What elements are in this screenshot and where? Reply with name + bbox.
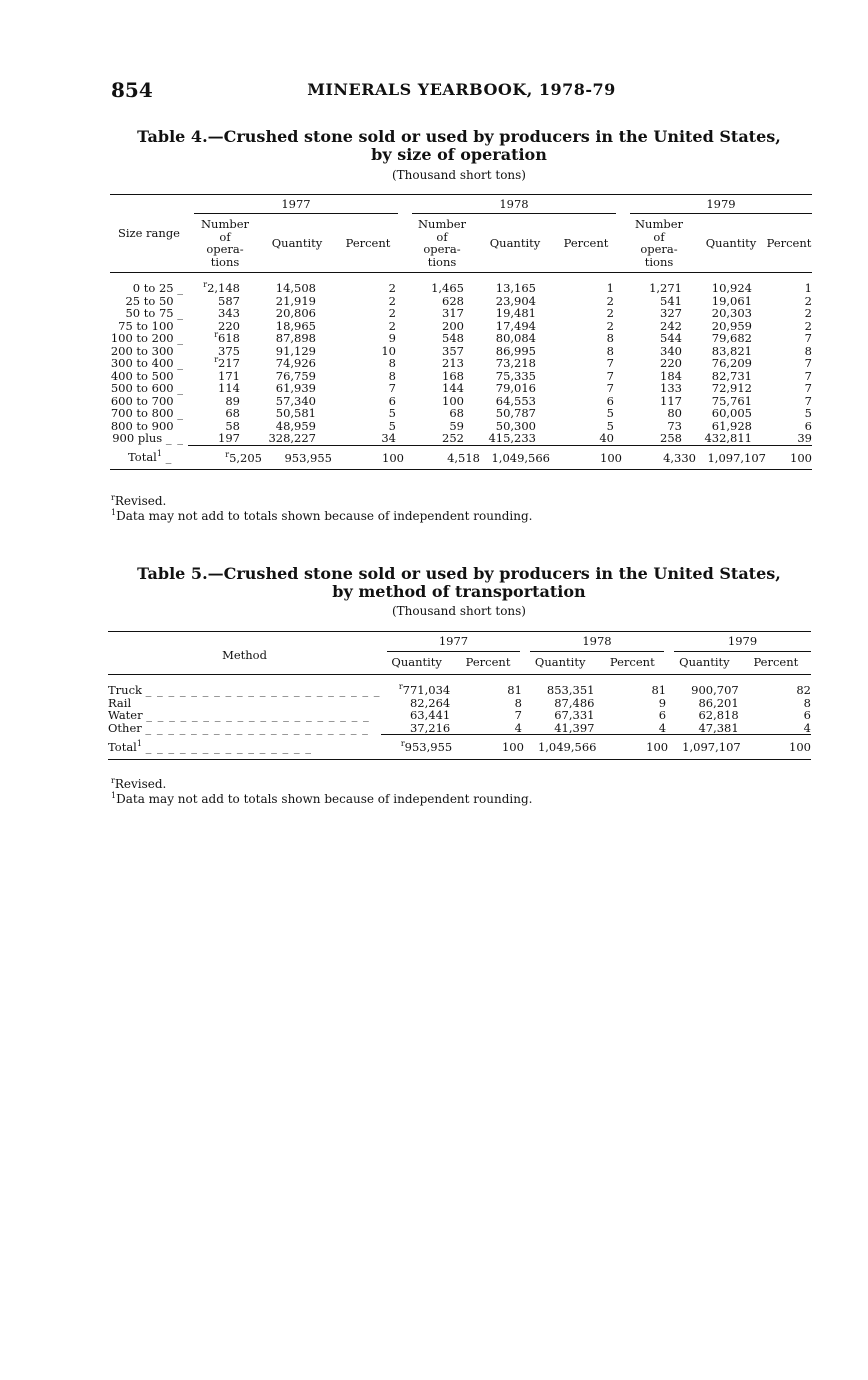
table4-ops-1978: 1,465 <box>431 281 464 295</box>
table4-pct-1978: 7 <box>606 368 614 383</box>
table5 <box>108 631 811 760</box>
table5-method-label: Rail <box>108 696 132 709</box>
table4-pct-1977: 2 <box>388 293 396 308</box>
table4-qty-1978: 64,553 <box>495 393 536 408</box>
table4-qty-1977: 50,581 <box>275 406 316 420</box>
table4-size-range-label: 25 to 50 <box>125 294 174 307</box>
table4-qty-1979: 61,928 <box>711 418 752 433</box>
revised-mark: r <box>398 682 403 692</box>
table4-ops-1979: 73 <box>667 418 682 433</box>
table5-qty-1978: 67,331 <box>554 708 595 722</box>
table4-size-range-cell <box>110 432 188 445</box>
leader-dots: _ _ _ _ _ _ _ _ _ _ _ _ _ _ _ <box>145 739 313 754</box>
table4-percent-header: Percent <box>550 215 622 273</box>
table4-size-range-header: Size range <box>117 226 180 241</box>
table4-corner <box>110 195 188 273</box>
table4-qty-1977: 57,340 <box>275 393 316 408</box>
table4-qty-1978: 415,233 <box>480 432 550 445</box>
table4-percent-header: Percent <box>332 215 404 273</box>
table4-percent-header: Percent <box>766 215 812 273</box>
table4-unit: (Thousand short tons) <box>391 168 526 182</box>
leader-dots: _ _ <box>165 432 184 445</box>
table4-qty-1977: 14,508 <box>275 281 316 295</box>
table4-qty-1979: 432,811 <box>696 432 766 445</box>
table4-num-ops-header-line: tions <box>210 254 240 269</box>
table4-qty-1978: 50,787 <box>495 406 536 420</box>
table4-qty-1977: 328,227 <box>262 432 332 445</box>
table5-qty-1977 <box>381 722 452 735</box>
table5-pct-1977: 100 <box>452 735 524 760</box>
table4-qty-1978: 23,904 <box>495 293 536 308</box>
table4-pct-1977: 2 <box>388 318 396 333</box>
table4-size-range-label: 0 to 25 <box>132 282 174 295</box>
leader-dots: _ <box>177 319 184 332</box>
table4-pct-1978: 5 <box>606 418 614 433</box>
leader-dots: _ _ _ _ _ _ _ _ _ _ _ _ _ _ _ _ _ _ _ _ <box>145 721 369 735</box>
table-row <box>110 332 812 345</box>
table4-pct-1979: 7 <box>804 381 812 395</box>
table5-quantity-header: Quantity <box>668 652 741 675</box>
table-row <box>108 684 811 697</box>
table4-size-range-cell <box>110 345 188 358</box>
table5-qty-1978: 41,397 <box>524 722 597 735</box>
table5-percent-header: Percent <box>741 652 811 675</box>
table4-pct-1978: 1 <box>606 281 614 295</box>
table4-ops-1979: 4,330 <box>622 445 696 470</box>
table4-ops-1979: 1,271 <box>649 281 682 295</box>
table4-size-range-label: 200 to 300 <box>110 344 174 357</box>
table4-ops-1977 <box>188 432 262 445</box>
table5-pct-1977: 8 <box>514 695 522 710</box>
table4-ops-1979: 327 <box>660 306 682 320</box>
table4-pct-1979: 7 <box>804 368 812 383</box>
table5-pct-1978: 9 <box>658 695 667 710</box>
table4-qty-1978: 80,084 <box>495 331 536 345</box>
leader-dots: _ <box>177 382 184 395</box>
table4-quantity-header: Quantity <box>480 215 550 273</box>
table4-pct-1978: 2 <box>606 293 614 308</box>
table4-pct-1978: 7 <box>606 381 614 395</box>
table4-pct-1978: 8 <box>606 343 614 358</box>
table-row <box>110 382 812 395</box>
value: 343 <box>218 306 240 320</box>
table4-title <box>0 128 868 164</box>
table4-ops-1978: 317 <box>442 306 464 320</box>
table5-pct-1978: 100 <box>596 735 668 760</box>
table5-pct-1979: 100 <box>741 735 811 760</box>
table4-size-range-label: 50 to 75 <box>125 307 174 320</box>
table4-num-ops-header-line: Number <box>634 217 684 231</box>
table4-ops-1978: 4,518 <box>404 445 480 470</box>
leader-dots: _ <box>177 307 184 320</box>
table4-size-range-label: 600 to 700 <box>110 394 174 407</box>
table4-title-line2: by size of operation <box>371 145 547 164</box>
table4-pct-1978: 100 <box>550 445 622 470</box>
table4-pct-1979: 2 <box>804 293 812 308</box>
table4-ops-1978: 68 <box>449 406 464 420</box>
table4-pct-1978: 7 <box>606 356 614 370</box>
table4-qty-1979: 75,761 <box>711 393 752 408</box>
value: 587 <box>218 293 240 308</box>
table4-qty-1978: 86,995 <box>495 343 536 358</box>
table4-size-range-cell <box>110 420 188 433</box>
table5-pct-1978: 4 <box>596 722 668 735</box>
table5-qty-1977 <box>381 735 452 760</box>
table4-qty-1977: 21,919 <box>275 293 316 308</box>
table4-year-1978: 1978 <box>404 195 622 216</box>
table-row <box>110 307 812 320</box>
table5-title <box>0 565 868 601</box>
table4-year-row <box>110 195 812 216</box>
table4-num-ops-header-line: of <box>219 229 231 244</box>
table5-pct-1977: 7 <box>514 708 522 722</box>
table4-pct-1979: 8 <box>804 343 812 358</box>
table4-ops-1979: 541 <box>660 293 682 308</box>
table4-pct-1977: 6 <box>388 393 396 408</box>
leader-dots: _ <box>177 394 184 407</box>
table4-ops-1978: 357 <box>442 343 464 358</box>
table5-note-revised: $^r$Revised. <box>111 776 167 791</box>
value: 82,264 <box>409 695 451 710</box>
table4-pct-1977: 8 <box>388 368 396 383</box>
table4-qty-1979: 1,097,107 <box>696 445 766 470</box>
table4-pct-1977: 10 <box>381 343 396 358</box>
table4-qty-1978: 50,300 <box>495 418 536 433</box>
table4-qty-1979: 60,005 <box>711 406 752 420</box>
table4-num-ops-header-line: opera- <box>206 242 244 256</box>
table4-qty-1977: 91,129 <box>275 343 316 358</box>
table4-note-revised: $^r$Revised. <box>111 493 167 508</box>
table5-qty-1979: 47,381 <box>668 722 741 735</box>
table4-pct-1978: 40 <box>550 432 622 445</box>
table4-size-range-cell <box>110 295 188 308</box>
table4-qty-1977: 61,939 <box>275 381 316 395</box>
leader-dots: _ _ _ _ _ _ _ _ _ _ _ _ _ _ _ _ _ _ _ _ _ _ <box>134 696 382 709</box>
table5-method-header: Method <box>108 632 381 675</box>
table4-qty-1977: 74,926 <box>275 356 316 370</box>
table5-qty-1978: 1,049,566 <box>524 735 597 760</box>
table5-total-row <box>108 735 811 760</box>
table5-quantity-header: Quantity <box>524 652 597 675</box>
table5-method-cell <box>108 722 381 735</box>
table4-pct-1979: 100 <box>766 445 812 470</box>
table4-num-ops-header-line: of <box>653 229 665 244</box>
table4-ops-1978: 213 <box>442 356 464 370</box>
table4-ops-1978: 144 <box>442 381 464 395</box>
table5-quantity-header: Quantity <box>381 652 452 675</box>
table4-qty-1977: 18,965 <box>275 318 316 333</box>
table4-pct-1979: 7 <box>804 356 812 370</box>
table4-pct-1977: 8 <box>388 356 396 370</box>
table4-ops-1978: 200 <box>442 318 464 333</box>
table4-size-range-cell <box>110 332 188 345</box>
table4-pct-1977: 5 <box>388 418 396 433</box>
leader-dots: _ <box>177 419 184 432</box>
table4-ops-1978: 59 <box>449 418 464 433</box>
table4-pct-1978: 2 <box>606 318 614 333</box>
value: 114 <box>218 381 240 395</box>
leader-dots: _ _ _ _ _ _ _ _ _ _ _ _ _ _ _ _ _ _ _ _ _ <box>145 684 381 697</box>
footnote-mark: 1 <box>156 448 162 458</box>
value: 771,034 <box>402 683 451 697</box>
table5-method-label: Water <box>108 709 143 722</box>
table4-size-range-cell <box>110 407 188 420</box>
table4-size-range-cell <box>110 357 188 370</box>
table4-size-range-label: 900 plus <box>112 432 163 445</box>
table4-pct-1979: 7 <box>804 393 812 408</box>
table5-qty-1979: 900,707 <box>691 683 739 697</box>
table5-year-1978: 1978 <box>524 632 668 652</box>
value: 5,205 <box>229 450 262 465</box>
table4-size-range-label: 100 to 200 <box>110 332 174 345</box>
table4-qty-1979: 20,303 <box>711 306 752 320</box>
table4-qty-1978: 17,494 <box>495 318 536 333</box>
table4-size-range-cell <box>110 282 188 295</box>
table4-ops-1979: 258 <box>622 432 696 445</box>
table4-ops-1978: 628 <box>442 293 464 308</box>
table4-notes <box>111 494 532 524</box>
table4-qty-1978: 75,335 <box>495 368 536 383</box>
leader-dots: _ _ _ _ _ _ _ _ _ _ _ _ _ _ _ _ _ _ _ _ <box>146 709 370 722</box>
table5-qty-1979: 62,818 <box>698 708 739 722</box>
value: 37,216 <box>409 720 451 735</box>
table4-size-range-cell <box>110 395 188 408</box>
value: 197 <box>218 431 240 445</box>
table-row <box>108 709 811 722</box>
table4-ops-1979: 80 <box>667 406 682 420</box>
table5-pct-1979: 82 <box>796 683 811 697</box>
table4-ops-1979: 544 <box>660 331 682 345</box>
table4-size-range-cell <box>110 382 188 395</box>
value: 2,148 <box>207 281 240 295</box>
table-row <box>110 282 812 295</box>
table5-pct-1979: 6 <box>803 708 811 722</box>
table-row <box>110 407 812 420</box>
table4-year-1977: 1977 <box>188 195 404 216</box>
table4-size-range-cell <box>110 307 188 320</box>
leader-dots: _ <box>177 294 184 307</box>
table4-pct-1979: 6 <box>804 418 812 433</box>
value: 953,955 <box>404 740 453 754</box>
table4-qty-1977: 953,955 <box>262 445 332 470</box>
table4-qty-1977: 87,898 <box>275 331 316 345</box>
revised-mark: r <box>400 739 405 749</box>
table4-size-range-label: 75 to 100 <box>118 319 174 332</box>
table5-method-cell <box>108 735 381 760</box>
table5-qty-1978: 87,486 <box>554 695 595 710</box>
revised-mark: r <box>203 280 208 290</box>
table4-qty-1977: 76,759 <box>275 368 316 383</box>
value: 171 <box>218 368 240 383</box>
table4-pct-1979: 5 <box>804 406 812 420</box>
table4-col-header-row <box>110 215 812 273</box>
table5-method-label: Truck <box>108 684 142 697</box>
table4-qty-1979: 19,061 <box>711 293 752 308</box>
table4-ops-1979: 340 <box>660 343 682 358</box>
table5-notes <box>111 777 532 807</box>
revised-mark: r <box>225 449 230 459</box>
table5-pct-1978: 6 <box>658 708 667 722</box>
table5-qty-1979: 1,097,107 <box>668 735 741 760</box>
table4-num-ops-header <box>622 215 696 273</box>
leader-dots: _ <box>177 332 184 345</box>
table4-num-ops-header-line: tions <box>427 254 457 269</box>
table4-qty-1979: 72,912 <box>711 381 752 395</box>
table-row <box>110 432 812 445</box>
leader-dots: _ <box>165 449 173 464</box>
revised-mark: r <box>214 355 219 365</box>
table4-ops-1978: 168 <box>442 368 464 383</box>
table5-year-row <box>108 632 811 652</box>
table4-pct-1978: 5 <box>606 406 614 420</box>
table4-qty-1979: 10,924 <box>711 281 752 295</box>
leader-dots: _ <box>177 282 184 295</box>
table4 <box>110 194 812 470</box>
table4-qty-1978: 73,218 <box>495 356 536 370</box>
table5-year-1979: 1979 <box>668 632 811 652</box>
table4-qty-1979: 20,959 <box>711 318 752 333</box>
table5-qty-1979: 86,201 <box>698 695 739 710</box>
table4-qty-1979: 82,731 <box>711 368 752 383</box>
table5-note-rounding: $^1$Data may not add to totals shown because of independent rounding. <box>111 791 533 806</box>
table4-num-ops-header <box>188 215 262 273</box>
table5-pct-1979: 8 <box>803 695 811 710</box>
table4-total-row <box>110 445 812 470</box>
running-title: MINERALS YEARBOOK, 1978-79 <box>307 80 616 99</box>
table4-ops-1979: 117 <box>660 393 682 408</box>
table4-qty-1977: 20,806 <box>275 306 316 320</box>
table-row <box>110 357 812 370</box>
value: 220 <box>218 318 240 333</box>
table4-size-range-label: 300 to 400 <box>110 357 174 370</box>
value: 618 <box>218 331 240 345</box>
table4-pct-1979: 2 <box>804 318 812 333</box>
table5-pct-1979: 4 <box>741 722 811 735</box>
table4-ops-1977 <box>188 445 262 470</box>
table4-qty-1978: 19,481 <box>495 306 536 320</box>
table4-size-range-label: 700 to 800 <box>110 407 174 420</box>
table4-year-1979: 1979 <box>622 195 812 216</box>
table5-method-cell <box>108 684 381 697</box>
value: 89 <box>225 393 240 408</box>
table4-pct-1979: 39 <box>766 432 812 445</box>
table4-size-range-label: 400 to 500 <box>110 369 174 382</box>
table4-size-range-cell <box>110 320 188 333</box>
table4-size-range-label: 800 to 900 <box>110 419 174 432</box>
table4-qty-1979: 79,682 <box>711 331 752 345</box>
table5-pct-1977: 4 <box>452 722 524 735</box>
table4-pct-1977: 7 <box>388 381 396 395</box>
table4-pct-1979: 2 <box>804 306 812 320</box>
table5-title-line1: Table 5.—Crushed stone sold or used by producers in the United States, <box>137 564 781 583</box>
table4-qty-1978: 1,049,566 <box>480 445 550 470</box>
table4-num-ops-header-line: opera- <box>640 242 678 256</box>
table5-method-cell <box>108 709 381 722</box>
value: 68 <box>225 406 240 420</box>
table5-qty-1978: 853,351 <box>546 683 595 697</box>
table4-size-range-cell <box>110 370 188 383</box>
table4-pct-1979: 7 <box>804 331 812 345</box>
table4-note-rounding: $^1$Data may not add to totals shown because of independent rounding. <box>111 508 533 523</box>
value: 58 <box>225 418 240 433</box>
table4-qty-1978: 13,165 <box>495 281 536 295</box>
table4-num-ops-header-line: Number <box>200 217 250 231</box>
table4-ops-1979: 220 <box>660 356 682 370</box>
leader-dots: _ <box>177 357 184 370</box>
table5-percent-header: Percent <box>452 652 524 675</box>
table5-unit: (Thousand short tons) <box>391 604 526 618</box>
table4-pct-1978: 8 <box>606 331 614 345</box>
table5-method-label: Total <box>108 739 137 754</box>
table4-num-ops-header-line: of <box>436 229 448 244</box>
table4-ops-1978: 252 <box>404 432 480 445</box>
table4-ops-1979: 184 <box>660 368 682 383</box>
table4-ops-1979: 242 <box>660 318 682 333</box>
table4-qty-1979: 83,821 <box>711 343 752 358</box>
table4-title-line1: Table 4.—Crushed stone sold or used by producers in the United States, <box>137 127 781 146</box>
table4-qty-1978: 79,016 <box>495 381 536 395</box>
table4-ops-1978: 548 <box>442 331 464 345</box>
table4-qty-1979: 76,209 <box>711 356 752 370</box>
table4-quantity-header: Quantity <box>262 215 332 273</box>
value: 217 <box>218 356 240 370</box>
table4-num-ops-header-line: opera- <box>423 242 461 256</box>
table4-pct-1977: 9 <box>388 331 396 345</box>
table4-ops-1978: 100 <box>442 393 464 408</box>
leader-dots: _ <box>177 344 184 357</box>
table4-num-ops-header-line: Number <box>417 217 467 231</box>
table4-size-range-cell <box>110 445 188 470</box>
table4-ops-1979: 133 <box>660 381 682 395</box>
leader-dots: _ <box>177 369 184 382</box>
table4-size-range-label: 500 to 600 <box>110 382 174 395</box>
table4-num-ops-header-line: tions <box>644 254 674 269</box>
table5-percent-header: Percent <box>596 652 668 675</box>
table5-pct-1977: 81 <box>507 683 522 697</box>
table5-method-label: Other <box>108 721 142 735</box>
table4-quantity-header: Quantity <box>696 215 766 273</box>
table4-pct-1977: 34 <box>332 432 404 445</box>
table4-pct-1977: 5 <box>388 406 396 420</box>
table4-total-label: Total <box>128 449 157 464</box>
table4-pct-1978: 2 <box>606 306 614 320</box>
table5-title-line2: by method of transportation <box>332 582 586 601</box>
table4-pct-1977: 2 <box>388 281 396 295</box>
table-row <box>108 722 811 735</box>
value: 63,441 <box>409 708 451 722</box>
table4-qty-1977: 48,959 <box>275 418 316 433</box>
table5-year-1977: 1977 <box>381 632 524 652</box>
value: 375 <box>218 343 240 358</box>
table5-method-cell <box>108 697 381 710</box>
table4-num-ops-header <box>404 215 480 273</box>
leader-dots: _ <box>177 407 184 420</box>
footnote-mark: 1 <box>136 738 142 748</box>
page-number: 854 <box>111 78 153 102</box>
table4-pct-1979: 1 <box>804 281 812 295</box>
table5-pct-1978: 81 <box>651 683 667 697</box>
revised-mark: r <box>214 330 219 340</box>
table4-pct-1977: 2 <box>388 306 396 320</box>
table4-pct-1977: 100 <box>332 445 404 470</box>
table4-pct-1978: 6 <box>606 393 614 408</box>
